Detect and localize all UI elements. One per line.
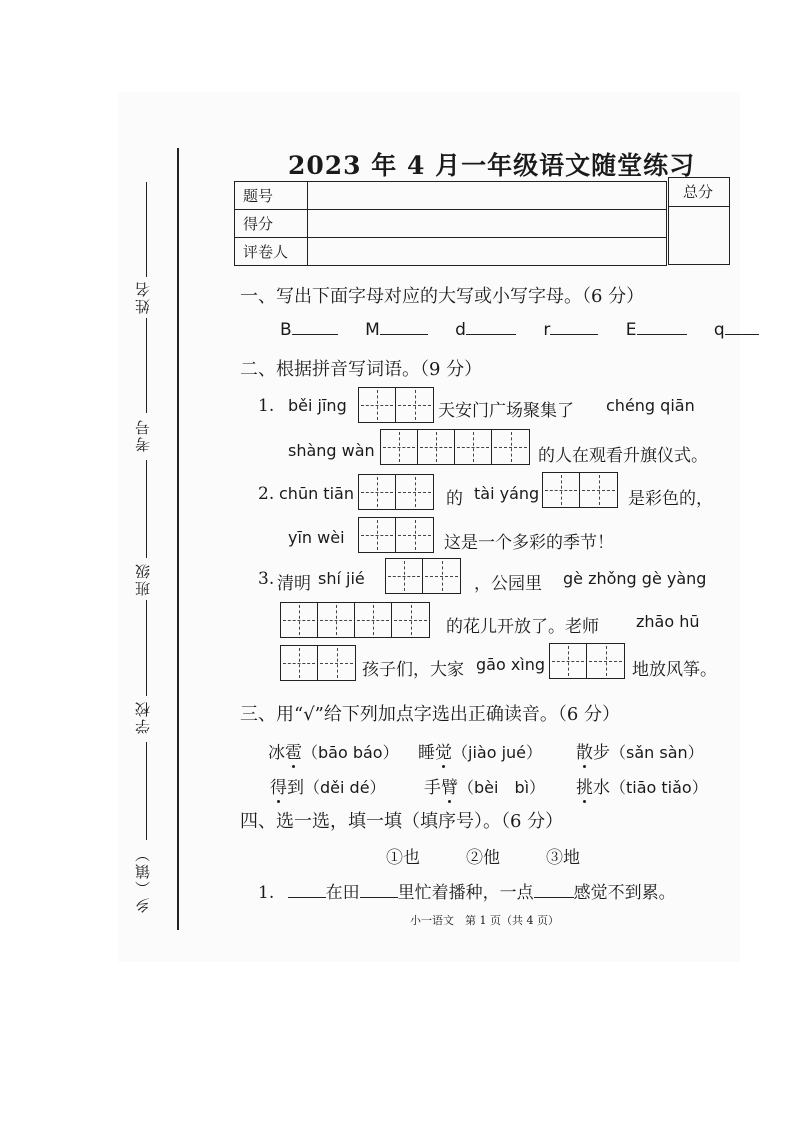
exam-no-blank[interactable] [146, 318, 147, 413]
q2-text2: 是彩色的， [628, 489, 713, 509]
option-de: ③地 [546, 848, 580, 868]
section1-heading: 一、写出下面字母对应的大写或小写字母。（6 分） [240, 286, 645, 307]
grid-cell[interactable] [550, 644, 587, 678]
grid-gaoxing[interactable] [549, 643, 625, 679]
letter-item: r [543, 320, 551, 340]
char: 手 [424, 778, 441, 798]
options[interactable]: （bèi bì） [458, 778, 546, 797]
option-ye: ①也 [386, 848, 420, 868]
letter-item: B [280, 320, 292, 340]
grid-taiyang[interactable] [542, 472, 618, 508]
options[interactable]: （děi dé） [304, 778, 386, 797]
s4-q1-part3: 感觉不到累。 [573, 883, 676, 903]
letter-item: d [455, 320, 466, 340]
reading-item-tiaoshui [576, 773, 708, 798]
q3-number: 3. [258, 569, 275, 589]
grid-cell[interactable] [396, 475, 433, 509]
options[interactable]: （jiào jué） [452, 743, 543, 762]
grid-cell[interactable] [580, 473, 617, 507]
grid-chengqian-shangwan[interactable] [380, 429, 530, 465]
dotted-char: 散 [576, 738, 593, 763]
grid-chuntian[interactable] [358, 474, 434, 510]
option-ta: ②他 [466, 848, 500, 868]
char: 到 [287, 778, 304, 798]
dotted-char: 臂 [441, 773, 458, 798]
q2-text3: 这是一个多彩的季节！ [444, 533, 614, 553]
grid-beijing[interactable] [358, 387, 434, 423]
q1-text1: 天安门广场聚集了 [438, 401, 574, 421]
q3-text2: ，公园里 [474, 574, 542, 594]
reading-item-dedao [270, 773, 386, 798]
letter-item: M [365, 320, 380, 340]
grid-cell[interactable] [423, 559, 460, 593]
section3-heading: 三、用“√”给下列加点字选出正确读音。（6 分） [240, 704, 621, 725]
grid-cell[interactable] [455, 430, 492, 464]
q3-pinyin-shijie: shí jié [318, 569, 365, 588]
dotted-char: 雹 [285, 738, 302, 763]
score-table [234, 181, 667, 266]
letter-blank[interactable] [637, 334, 687, 335]
grid-cell[interactable] [359, 475, 396, 509]
q3-text4: 孩子们，大家 [362, 660, 464, 680]
exam-no-label: 考号 [134, 418, 152, 452]
q3-text5: 地放风筝。 [632, 660, 717, 680]
row-label-grader: 评卷人 [235, 238, 308, 266]
char: 睡 [418, 743, 435, 763]
score-cell[interactable] [308, 210, 667, 238]
town-blank[interactable] [146, 742, 147, 840]
q3-pinyin-gaoxing: gāo xìng [476, 655, 546, 674]
grid-cell[interactable] [381, 430, 418, 464]
q2-number: 2. [258, 484, 275, 504]
q2-text1: 的 [446, 489, 463, 509]
char: 水 [593, 778, 610, 798]
q2-pinyin-yinwei: yīn wèi [288, 528, 345, 547]
q3-text3: 的花儿开放了。老师 [446, 617, 599, 637]
dotted-char: 觉 [435, 738, 452, 763]
letter-blank[interactable] [550, 334, 598, 335]
grid-cell[interactable] [355, 603, 392, 637]
char: 冰 [268, 743, 285, 763]
q1-pinyin-shangwan: shàng wàn [288, 441, 375, 460]
grid-cell[interactable] [543, 473, 580, 507]
grid-cell[interactable] [396, 388, 433, 422]
grid-yinwei[interactable] [358, 517, 434, 553]
s4-q1 [258, 878, 676, 903]
page-footer: 小一语文 第 1 页（共 4 页） [410, 914, 559, 927]
total-score-box[interactable] [668, 177, 730, 265]
grid-cell[interactable] [386, 559, 423, 593]
reading-item-shoubi [424, 773, 545, 798]
total-divider [669, 206, 729, 207]
grid-shijie[interactable] [385, 558, 461, 594]
town-label: 乡（镇） [134, 845, 152, 913]
q1-pinyin-chengqian: chéng qiān [606, 396, 695, 415]
dotted-char: 得 [270, 773, 287, 798]
fill-blank[interactable] [534, 897, 574, 898]
grid-cell[interactable] [359, 518, 396, 552]
letter-blank[interactable] [466, 334, 516, 335]
binding-line [177, 148, 179, 930]
score-cell[interactable] [308, 238, 667, 266]
grid-cell[interactable] [281, 646, 318, 680]
reading-item-bingbao [268, 738, 399, 763]
letter-row [280, 320, 759, 340]
fill-blank[interactable] [288, 897, 326, 898]
q1-pinyin-beijing: běi jīng [288, 396, 347, 415]
options[interactable]: （tiāo tiǎo） [610, 778, 708, 797]
grid-cell[interactable] [359, 388, 396, 422]
q2-pinyin-taiyang: tài yáng [474, 484, 540, 503]
name-label: 姓名 [134, 280, 152, 314]
options[interactable]: （sǎn sàn） [610, 743, 704, 762]
name-blank[interactable] [146, 182, 147, 277]
q3-pinyin-gezhong: gè zhǒng gè yàng [563, 569, 707, 588]
fill-blank[interactable] [360, 897, 398, 898]
grid-cell[interactable] [587, 644, 624, 678]
s4-q1-number: 1. [258, 883, 275, 903]
grid-cell[interactable] [418, 430, 455, 464]
grid-cell[interactable] [396, 518, 433, 552]
dotted-char: 挑 [576, 773, 593, 798]
q3-pinyin-zhaohu: zhāo hū [636, 612, 700, 631]
grid-gezhonggeyang[interactable] [280, 602, 430, 638]
letter-blank[interactable] [292, 334, 338, 335]
page-title: 2023 年 4 月一年级语文随堂练习 [288, 151, 696, 180]
letter-blank[interactable] [725, 334, 759, 335]
total-label: 总分 [683, 183, 714, 201]
letter-item: E [625, 320, 637, 340]
letter-item: q [713, 320, 725, 340]
row-label-question-no: 题号 [235, 182, 308, 210]
score-cell[interactable] [308, 182, 667, 210]
s4-q1-part1: 在田 [325, 883, 360, 903]
school-label: 学校 [134, 700, 152, 734]
grid-cell[interactable] [492, 430, 529, 464]
section2-heading: 二、根据拼音写词语。（9 分） [240, 359, 483, 380]
reading-item-shuijiao [418, 738, 542, 763]
grid-cell[interactable] [392, 603, 429, 637]
class-blank[interactable] [146, 460, 147, 558]
q1-text2: 的人在观看升旗仪式。 [538, 446, 708, 466]
row-label-score: 得分 [235, 210, 308, 238]
reading-item-sanbu [576, 738, 704, 763]
q2-pinyin-chuntian: chūn tiān [279, 484, 354, 503]
options[interactable]: （bāo báo） [302, 743, 399, 762]
grid-cell[interactable] [318, 603, 355, 637]
s4-q1-part2: 里忙着播种，一点 [397, 883, 534, 903]
school-blank[interactable] [146, 600, 147, 696]
section4-heading: 四、选一选，填一填（填序号）。（6 分） [240, 811, 564, 832]
grid-cell[interactable] [318, 646, 355, 680]
q3-text1: 清明 [277, 574, 311, 594]
class-label: 班级 [134, 562, 152, 596]
char: 步 [593, 743, 610, 763]
q1-number: 1. [258, 396, 275, 416]
grid-cell[interactable] [281, 603, 318, 637]
grid-zhaohu[interactable] [280, 645, 356, 681]
letter-blank[interactable] [380, 334, 428, 335]
